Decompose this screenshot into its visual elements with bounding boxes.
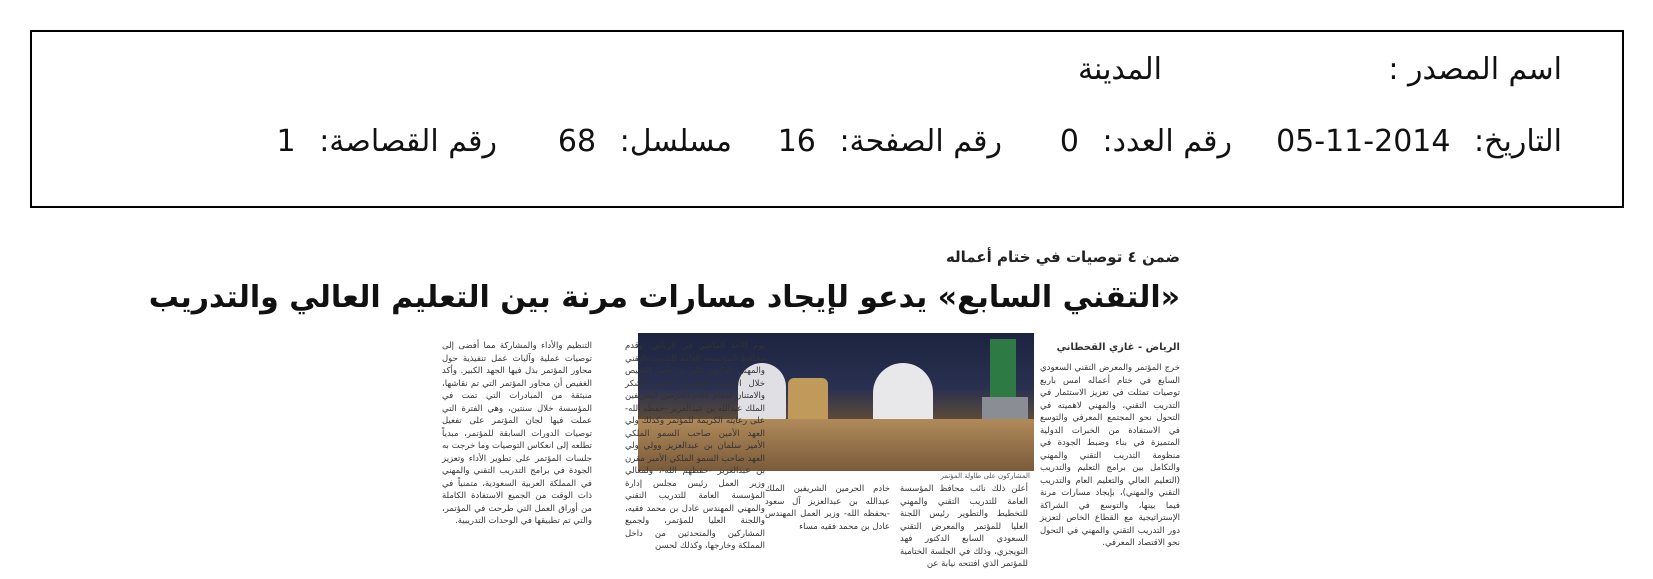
article-column-bottom-1: أعلن ذلك نائب محافظ المؤسسة العامة للتدريب التقني والمهني للتخطيط والتطوير رئيس اللجنة العليا للمؤتمر والمعرض التقني السعودي السابع الدكتور فهد التويجري، وذلك في الجلسة الختامية للمؤتمر الذي افتتحه نيابة عن — [900, 484, 1028, 569]
article-column-right: خرج المؤتمر والمعرض التقني السعودي السابع في ختام أعماله امس باربع توصيات تمثلت في تعزيز الاستثمار في التدريب التقني، والمهني لاهميته في التحول نحو المجتمع المعرفي والتوسع في الاستفادة من الخبرات الدولية المتميزة في بناء وضبط الجودة في منظومة التدريب التقني والمهني والتكامل بين برامج التعليم والتدريب (التعليم العالي والتعليم العام والتدريب التقني والمهني)، بإيجاد مسارات مرنة فيما بينها، والتوسع في الشراكة الإستراتيجية مع القطاع الخاص لتعزيز دور التدريب التقني والمهني في التحول نحو الاقتصاد المعرفي. — [1040, 363, 1180, 548]
article-kicker: ضمن ٤ توصيات في ختام أعماله — [945, 248, 1180, 266]
article-headline: «التقني السابع» يدعو لإيجاد مسارات مرنة بين التعليم العالي والتدريب — [148, 280, 1180, 315]
source-row — [92, 52, 1562, 102]
page-label: رقم الصفحة: — [839, 124, 1002, 159]
photo-caption: المشاركون على طاولة المؤتمر — [940, 472, 1030, 480]
article-column-left: التنظيم والأداء والمشاركة مما أفضى إلى توصيات عملية وآليات عمل تنفيذية حول محاور المؤتمر بذل فيها الجهد الكبير. وأكد الغفيص أن محاور المؤتمر التي تم نقاشها، منبثقة من المبادرات التي تمت في المؤسسة خلال سنتين، وهي الفترة التي عملت فيها لجان المؤتمر على تفعيل توصيات الدورات السابقة للمؤتمر، مبدياً تطلعه إلى انعكاس التوصيات وما خرجت به جلسات المؤتمر على تطوير الأداء وتعزيز الجودة في برامج التدريب التقني والمهني في المملكة العربية السعودية، متمنياً في ذات الوقت من الجميع الاستفادة الكاملة من أوراق العمل التي طرحت في المؤتمر، والتي تم تطبيقها في الوحدات التدريبية. — [442, 341, 592, 526]
clipping-header — [30, 30, 1624, 208]
serial-label: مسلسل: — [619, 124, 732, 159]
date-value: 2014-11-05 — [1276, 124, 1451, 159]
page-value: 16 — [777, 124, 816, 159]
article-column-bottom-2: خادم الحرمين الشريفين الملك عبدالله بن عبدالعزيز آل سعود -يحفظه الله- وزير العمل المهندس عادل بن محمد فقيه مساء — [765, 484, 890, 532]
clip-value: 1 — [276, 124, 296, 159]
issue-value: 0 — [1059, 124, 1079, 159]
newspaper-clipping — [148, 240, 1260, 570]
source-label: اسم المصدر : — [1388, 52, 1562, 87]
article-byline: الرياض - غازي القحطاني — [1056, 342, 1180, 353]
meta-row — [92, 124, 1562, 174]
issue-field — [1060, 124, 1232, 159]
article-column-middle: يوم الأحد الماضي في الرياض. وقدم محافظ المؤسسة العامة للتدريب التقني والمهني الدكتور علي بن ناصر الغفيص خلال الجلسة الختامية خالص الشكر والامتنان لمقام خادم الحرمين الشريفين الملك عبدالله بن عبدالعزيز -حفظه الله- على رعايته الكريمة للمؤتمر وكذلك ولي العهد الأمين صاحب السمو الملكي الأمير سلمان بن عبدالعزيز وولي ولي العهد صاحب السمو الملكي الأمير مقرن بن عبدالعزيز -حفظهم الله-، ولمعالي وزير العمل رئيس مجلس إدارة المؤسسة العامة للتدريب التقني والمهني المهندس عادل بن محمد فقيه، واللجنة العليا للمؤتمر، ولجميع المشاركين والمتحدثين من داخل المملكة وخارجها، وكذلك لحسن — [625, 341, 765, 551]
date-label: التاريخ: — [1474, 124, 1562, 159]
serial-value: 68 — [557, 124, 597, 159]
clip-field — [277, 124, 497, 159]
clip-label: رقم القصاصة: — [319, 124, 497, 159]
issue-label: رقم العدد: — [1102, 124, 1232, 159]
serial-field — [558, 124, 732, 159]
page-field — [778, 124, 1002, 159]
source-value: المدينة — [1077, 52, 1162, 87]
date-field — [1276, 124, 1562, 159]
